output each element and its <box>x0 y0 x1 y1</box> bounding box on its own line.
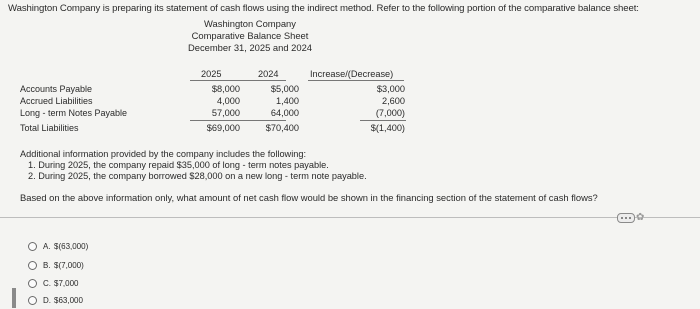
cell-2024: 64,000 <box>270 108 299 118</box>
additional-info-heading: Additional information provided by the company includes the following: <box>20 149 307 159</box>
cell-change: $3,000 <box>376 84 405 94</box>
additional-info-item: 1. During 2025, the company repaid $35,000 of long - term notes payable. <box>28 160 329 170</box>
radio-button[interactable] <box>28 261 37 270</box>
radio-button[interactable] <box>28 296 37 305</box>
answer-option-a[interactable] <box>28 242 88 251</box>
row-label-accrued-liabilities: Accrued Liabilities <box>20 96 93 106</box>
section-divider <box>0 217 700 218</box>
cell-2025: $69,000 <box>206 123 240 133</box>
statement-date: December 31, 2025 and 2024 <box>187 42 313 53</box>
cell-2024: 1,400 <box>276 96 299 106</box>
option-text: $(63,000) <box>54 242 89 251</box>
cell-change: (7,000) <box>375 108 405 118</box>
row-label-accounts-payable: Accounts Payable <box>20 84 93 94</box>
option-text: $(7,000) <box>54 261 84 270</box>
problem-intro: Washington Company is preparing its statement of cash flows using the indirect method. Refer to the following portion of the comparative balance sheet: <box>8 3 639 14</box>
question-text: Based on the above information only, what amount of net cash flow would be shown in the financing section of the statement of cash flows? <box>20 192 598 203</box>
option-text: $63,000 <box>54 296 83 305</box>
settings-icon[interactable]: ✿ <box>636 212 645 223</box>
more-options-button[interactable] <box>617 213 635 223</box>
year-header-underline <box>190 80 286 81</box>
statement-title: Comparative Balance Sheet <box>191 30 309 41</box>
option-letter: A. <box>43 242 51 251</box>
option-letter: D. <box>43 296 51 305</box>
answer-option-c[interactable] <box>28 279 78 288</box>
change-subtotal-underline <box>360 120 406 121</box>
column-header-2025: 2025 <box>201 69 222 79</box>
cell-2025: 4,000 <box>217 96 240 106</box>
cell-change: 2,600 <box>382 96 405 106</box>
subtotal-underline <box>190 120 286 121</box>
answer-option-b[interactable] <box>28 261 84 270</box>
column-header-2024: 2024 <box>258 69 279 79</box>
company-name: Washington Company <box>204 18 296 29</box>
row-label-total-liabilities: Total Liabilities <box>20 123 79 133</box>
column-header-change: Increase/(Decrease) <box>310 69 394 79</box>
change-header-underline <box>308 80 404 81</box>
cell-change: $(1,400) <box>370 123 405 133</box>
cell-2024: $70,400 <box>265 123 299 133</box>
left-edge-marker <box>12 288 16 308</box>
option-letter: B. <box>43 261 51 270</box>
additional-info-item: 2. During 2025, the company borrowed $28,000 on a new long - term note payable. <box>28 171 367 181</box>
radio-button[interactable] <box>28 279 37 288</box>
cell-2025: $8,000 <box>211 84 240 94</box>
option-text: $7,000 <box>54 279 79 288</box>
cell-2025: 57,000 <box>211 108 240 118</box>
answer-option-d[interactable] <box>28 296 83 305</box>
row-label-notes-payable: Long - term Notes Payable <box>20 108 128 118</box>
cell-2024: $5,000 <box>270 84 299 94</box>
option-letter: C. <box>43 279 51 288</box>
radio-button[interactable] <box>28 242 37 251</box>
